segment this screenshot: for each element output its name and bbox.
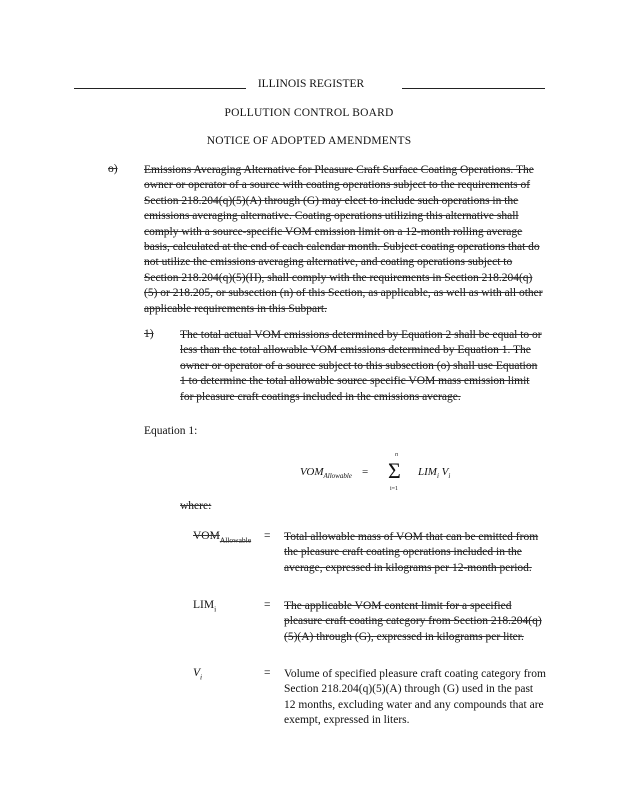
definition-text: The applicable VOM content limit for a specified pleasure craft coating category from Section 218.204(q)(5)(A) through (G), expressed in kilograms per liter. xyxy=(284,600,542,643)
header-rule-left xyxy=(74,88,246,89)
paragraph-o-text: Emissions Averaging Alternative for Pleasure Craft Surface Coating Operations. The owner or operator of a source with coating operations subject to the requirements of Section 218.204(q)(5)(A) through (G) may elect to include such operations in the emissions averaging alternative. Coating operations utilizing this alternative shall comply with a source-specific VOM emission limit on a 12-month rolling average basis, calculated at the end of each calendar month. Subject coating operations that do not utilize the emissions averaging alternative, and coating operations subject to Section 218.204(q)(5)(H), shall comply with the requirements in Section 218.204(q)(5) or 218.205, or subsection (n) of this Section, as applicable, as well as with all other applicable requirements in this Subpart. xyxy=(144,164,543,315)
definition-term: $VOM_{Allowable}$ xyxy=(193,530,252,545)
header-rule-right xyxy=(402,88,545,89)
subsection-label: 1) xyxy=(144,328,154,340)
definition-equals: = xyxy=(264,530,271,542)
notice-title: NOTICE OF ADOPTED AMENDMENTS xyxy=(206,135,412,147)
sum-lower-limit: i=1 xyxy=(390,486,399,492)
equation-lhs: $VOM_{Allowable}$ xyxy=(300,466,352,481)
definition-equals: = xyxy=(264,667,271,679)
summation-symbol: Σ xyxy=(388,458,401,483)
equation-label: Equation 1: xyxy=(144,425,198,437)
equation-1 xyxy=(300,452,500,502)
subsection-1-text: The total actual VOM emissions determined by Equation 2 shall be equal to or less than the total allowable VOM emissions determined by Equation 1. The owner or operator of a source subject to this subsection (o) shall use Equation 1 to determine the total allowable source specific VOM mass emission limit for pleasure craft coatings included in the emissions average. xyxy=(180,329,542,403)
definition-equals: = xyxy=(264,599,271,611)
definition-term: $V_i$ xyxy=(193,667,203,682)
definition-text: Total allowable mass of VOM that can be emitted from the pleasure craft coating operations included in the average, expressed in kilograms per 12-month period. xyxy=(284,531,539,574)
where-label: where: xyxy=(180,500,212,512)
register-title: ILLINOIS REGISTER xyxy=(246,78,376,90)
definition-text: Volume of specified pleasure craft coating category from Section 218.204(q)(5)(A) through (G) used in the past 12 months, excluding water and any compounds that are exempt, expressed in liters. xyxy=(284,668,546,727)
equation-equals: = xyxy=(362,466,369,478)
board-title: POLLUTION CONTROL BOARD xyxy=(224,107,394,119)
sum-upper-limit: n xyxy=(395,452,398,458)
equation-rhs: $LIM_i$ $V_i$ xyxy=(418,466,451,481)
paragraph-label: o) xyxy=(108,163,118,175)
definition-term: $LIM_i$ xyxy=(193,599,217,614)
